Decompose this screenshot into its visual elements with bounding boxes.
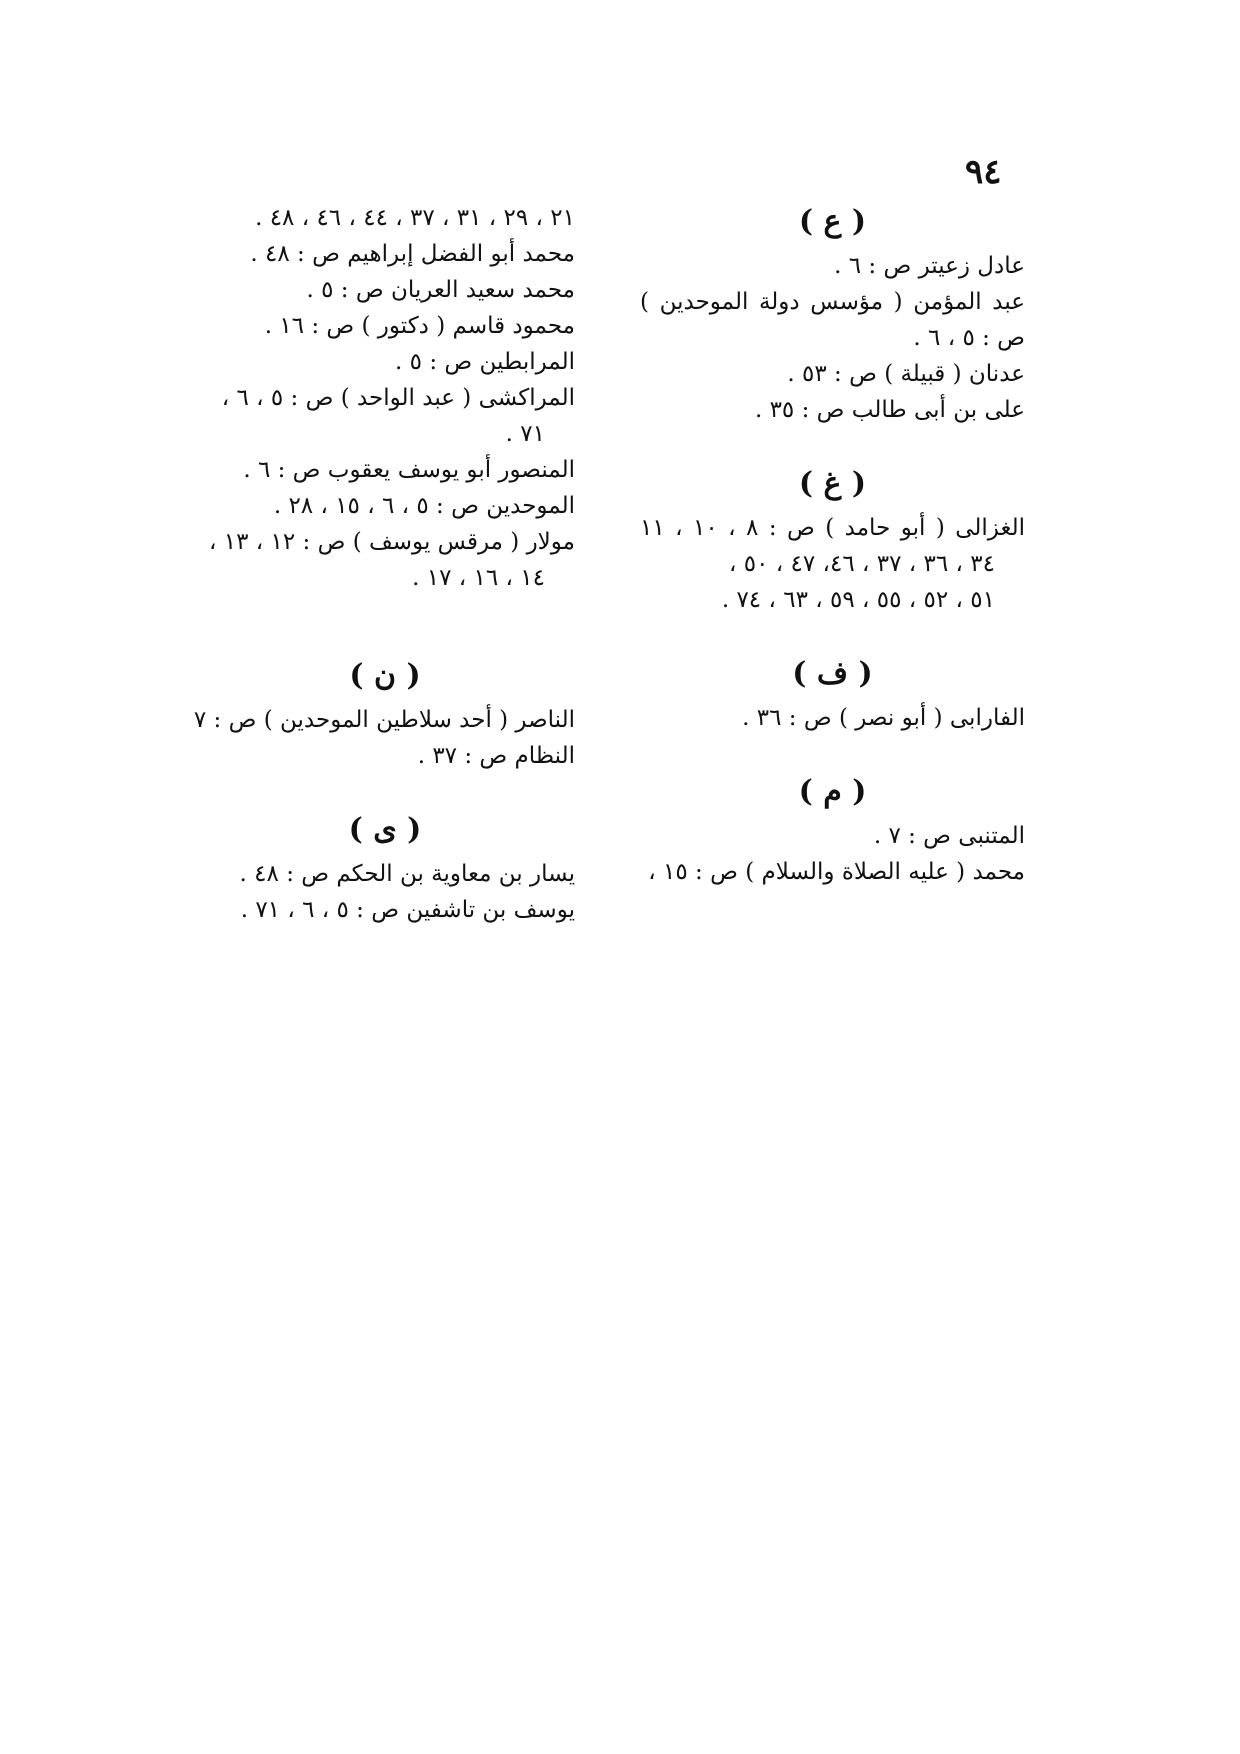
- page-number: ٩٤: [965, 152, 1002, 192]
- section-ya: [195, 808, 575, 928]
- section-heading: ( ع ): [798, 204, 867, 239]
- index-entry: الغزالى ( أبو حامد ) ص : ٨ ، ١٠ ، ١١: [640, 515, 1025, 541]
- index-entry-continuation: ٥١ ، ٥٢ ، ٥٥ ، ٥٩ ، ٦٣ ، ٧٤ .: [721, 587, 995, 613]
- index-entry: محمود قاسم ( دكتور ) ص : ١٦ .: [264, 313, 575, 339]
- index-entry-continuation: ٢١ ، ٢٩ ، ٣١ ، ٣٧ ، ٤٤ ، ٤٦ ، ٤٨ .: [255, 205, 575, 231]
- index-column-right: [640, 200, 1025, 924]
- index-entry: عبد المؤمن ( مؤسس دولة الموحدين ): [640, 289, 1025, 315]
- index-entry-continuation: ٧١ .: [505, 421, 545, 447]
- index-entry: محمد أبو الفضل إبراهيم ص : ٤٨ .: [250, 241, 575, 267]
- index-entry: الناصر ( أحد سلاطين الموحدين ) ص : ٧: [193, 707, 575, 733]
- index-entry-continuation: ١٤ ، ١٦ ، ١٧ .: [412, 565, 545, 591]
- index-entry: محمد سعيد العريان ص : ٥ .: [306, 277, 575, 303]
- index-entry: المتنبى ص : ٧ .: [873, 823, 1025, 849]
- section-heading: ( م ): [798, 774, 867, 809]
- index-entry: الفارابى ( أبو نصر ) ص : ٣٦ .: [742, 705, 1025, 731]
- index-entry-continuation: ٣٤ ، ٣٦ ، ٣٧ ، ٤٦، ٤٧ ، ٥٠ ،: [729, 551, 995, 577]
- index-entry: المنصور أبو يوسف يعقوب ص : ٦ .: [243, 457, 575, 483]
- index-entry: مولار ( مرقس يوسف ) ص : ١٢ ، ١٣ ،: [208, 529, 575, 555]
- index-entry: المرابطين ص : ٥ .: [395, 349, 575, 375]
- index-entry: الموحدين ص : ٥ ، ٦ ، ١٥ ، ٢٨ .: [273, 493, 575, 519]
- section-mim-continued: [195, 200, 575, 596]
- index-entry: يسار بن معاوية بن الحكم ص : ٤٨ .: [239, 861, 575, 887]
- index-column-left: [195, 200, 575, 962]
- section-mim: [640, 770, 1025, 890]
- index-entry: المراكشى ( عبد الواحد ) ص : ٥ ، ٦ ،: [221, 385, 575, 411]
- index-entry: النظام ص : ٣٧ .: [417, 743, 575, 769]
- index-entry: على بن أبى طالب ص : ٣٥ .: [754, 397, 1025, 423]
- section-ghain: [640, 462, 1025, 618]
- index-entry: محمد ( عليه الصلاة والسلام ) ص : ١٥ ،: [648, 859, 1025, 885]
- section-fa: [640, 652, 1025, 736]
- index-entry: عادل زعيتر ص : ٦ .: [834, 253, 1025, 279]
- section-nun: [195, 654, 575, 774]
- index-entry-continuation: ص : ٥ ، ٦ .: [913, 325, 1025, 351]
- section-heading: ( ف ): [792, 656, 873, 691]
- section-heading: ( غ ): [798, 466, 867, 501]
- section-heading: ( ن ): [349, 658, 421, 693]
- index-entry: يوسف بن تاشفين ص : ٥ ، ٦ ، ٧١ .: [240, 897, 575, 923]
- section-ain: [640, 200, 1025, 428]
- section-heading: ( ى ): [348, 812, 422, 847]
- index-entry: عدنان ( قبيلة ) ص : ٥٣ .: [787, 361, 1025, 387]
